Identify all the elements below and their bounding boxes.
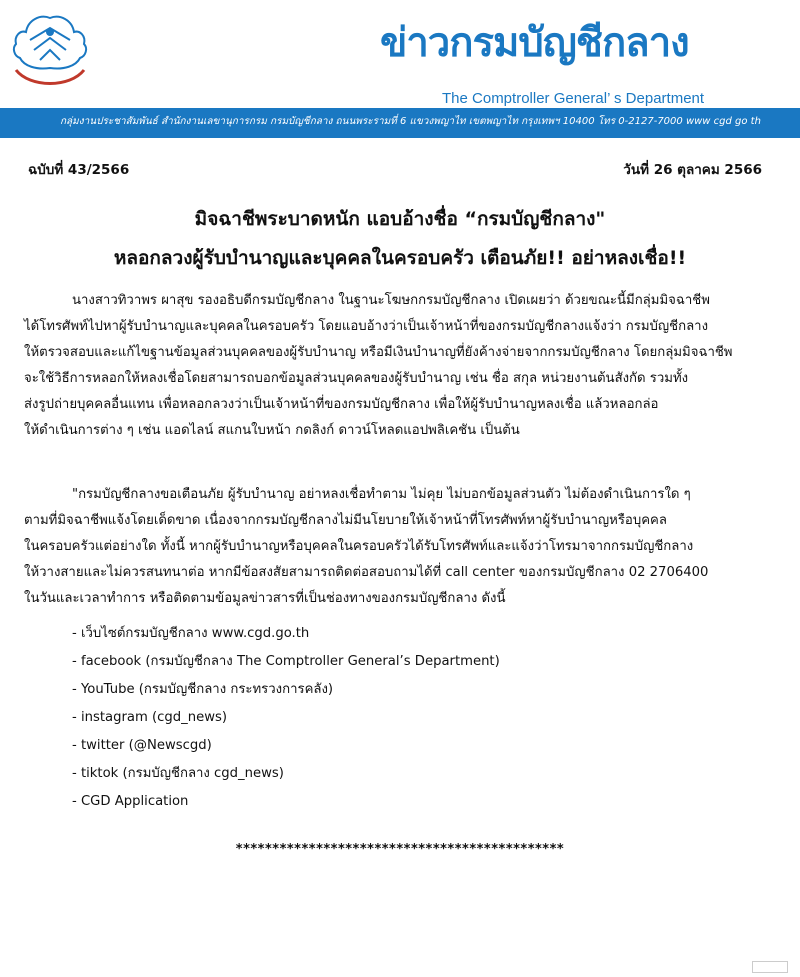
paragraph-1 <box>24 288 762 444</box>
channel-youtube: - YouTube (กรมบัญชีกลาง กระทรวงการคลัง) <box>72 682 334 697</box>
paragraph-line: นางสาวทิวาพร ผาสุข รองอธิบดีกรมบัญชีกลาง ในฐานะโฆษกกรมบัญชีกลาง เปิดเผยว่า ด้วยขณะนี้มีกลุ่มมิจฉาชีพ <box>72 293 710 308</box>
channel-tiktok: - tiktok (กรมบัญชีกลาง cgd_news) <box>72 766 284 781</box>
address-bar <box>0 108 800 138</box>
paragraph-line: จะใช้วิธีการหลอกให้หลงเชื่อโดยสามารถบอกข้อมูลส่วนบุคคลของผู้รับบำนาญ เช่น ชื่อ สกุล หน่วยงานต้นสังกัด รวมทั้ง <box>24 371 689 386</box>
channel-list <box>72 620 500 816</box>
paragraph-line: "กรมบัญชีกลางขอเตือนภัย ผู้รับบำนาญ อย่าหลงเชื่อทำตาม ไม่คุย ไม่บอกข้อมูลส่วนตัว ไม่ต้องดำเนินการใด ๆ <box>72 487 691 502</box>
headline-line-2: หลอกลวงผู้รับบำนาญและบุคคลในครอบครัว เตือนภัย!! อย่าหลงเชื่อ!! <box>113 247 687 269</box>
brand-subtitle: The Comptroller General’ s Department <box>442 90 705 107</box>
issue-date: วันที่ 26 ตุลาคม 2566 <box>623 162 762 178</box>
paragraph-line: ในวันและเวลาทำการ หรือติดตามข้อมูลข่าวสารที่เป็นช่องทางของกรมบัญชีกลาง ดังนี้ <box>24 591 506 606</box>
paragraph-line: ให้ตรวจสอบและแก้ไขฐานข้อมูลส่วนบุคคลของผู้รับบำนาญ หรือมีเงินบำนาญที่ยังค้างจ่ายจากกรมบัญชีกลาง โดยกลุ่มมิจฉาชีพ <box>24 345 733 360</box>
channel-twitter: - twitter (@Newscgd) <box>72 738 212 753</box>
paragraph-line: ให้วางสายและไม่ควรสนทนาต่อ หากมีข้อสงสัยสามารถติดต่อสอบถามได้ที่ call center ของกรมบัญชีกลาง 02 2706400 <box>24 565 709 580</box>
channel-website: - เว็บไซต์กรมบัญชีกลาง www.cgd.go.th <box>72 626 310 641</box>
divider-stars: ********************************************* <box>235 842 565 857</box>
header <box>0 0 800 138</box>
channel-cgd-app: - CGD Application <box>72 794 189 809</box>
issue-number: ฉบับที่ 43/2566 <box>28 162 130 178</box>
address-text: กลุ่มงานประชาสัมพันธ์ สำนักงานเลขานุการกรม กรมบัญชีกลาง ถนนพระรามที่ 6 แขวงพญาไท เขตพญาไท กรุงเทพฯ 10400 โทร 0-2127-7000 www cgd go th <box>60 116 761 127</box>
brand-title: ข่าวกรมบัญชีกลาง <box>380 20 689 66</box>
paragraph-line: ตามที่มิจฉาชีพแจ้งโดยเด็ดขาด เนื่องจากกรมบัญชีกลางไม่มีนโยบายให้เจ้าหน้าที่โทรศัพท์หาผู้รับบำนาญหรือบุคคล <box>24 513 667 528</box>
paragraph-line: ได้โทรศัพท์ไปหาผู้รับบำนาญและบุคคลในครอบครัว โดยแอบอ้างว่าเป็นเจ้าหน้าที่ของกรมบัญชีกลางแจ้งว่า กรมบัญชีกลาง <box>24 319 709 334</box>
paragraph-line: ส่งรูปถ่ายบุคคลอื่นแทน เพื่อหลอกลวงว่าเป็นเจ้าหน้าที่ของกรมบัญชีกลาง เพื่อให้ผู้รับบำนาญหลงเชื่อ แล้วหลอกล่อ <box>24 397 659 412</box>
channel-instagram: - instagram (cgd_news) <box>72 710 228 725</box>
scanner-watermark-icon <box>752 961 788 973</box>
headline-line-1: มิจฉาชีพระบาดหนัก แอบอ้างชื่อ “กรมบัญชีกลาง" <box>194 208 606 230</box>
paragraph-2 <box>24 482 762 612</box>
garuda-logo-icon <box>10 10 90 102</box>
channel-facebook: - facebook (กรมบัญชีกลาง The Comptroller General’s Department) <box>72 654 500 669</box>
brand <box>380 10 790 107</box>
paragraph-line: ในครอบครัวแต่อย่างใด ทั้งนี้ หากผู้รับบำนาญหรือบุคคลในครอบครัวได้รับโทรศัพท์และแจ้งว่าโทรมาจากกรมบัญชีกลาง <box>24 539 694 554</box>
paragraph-line: ให้ดำเนินการต่าง ๆ เช่น แอดไลน์ สแกนใบหน้า กดลิงก์ ดาวน์โหลดแอปพลิเคชัน เป็นต้น <box>24 423 520 438</box>
